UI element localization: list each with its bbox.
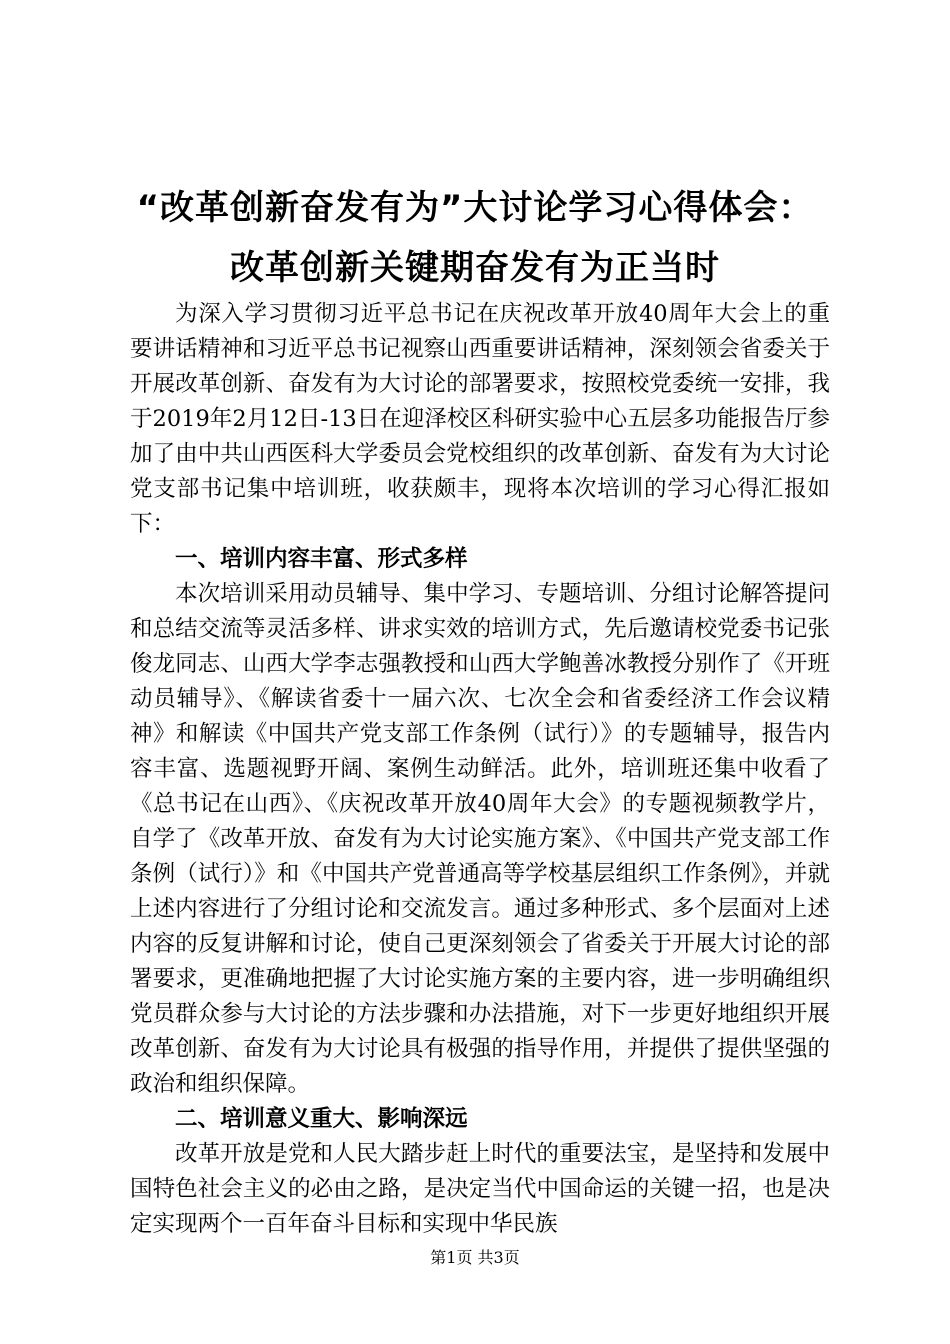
section-2-heading: 二、培训意义重大、影响深远 [175,1106,468,1132]
page-number-footer: 第1页 共3页 [430,1248,520,1267]
intro-paragraph: 为深入学习贯彻习近平总书记在庆祝改革开放40周年大会上的重要讲话精神和习近平总书记视察山西重要讲话精神，深刻领会省委关于开展改革创新、奋发有为大讨论的部署要求，按照校党委统一安排，我于2019年2月12日-13日在迎泽校区科研实验中心五层多功能报告厅参加了由中共山西医科大学委员会党校组织的改革创新、奋发有为大讨论党支部书记集中培训班，收获颇丰，现将本次培训的学习心得汇报如下： [130,301,830,537]
document-title-line-1: “改革创新奋发有为”大讨论学习心得体会： [136,188,814,228]
section-1-heading: 一、培训内容丰富、形式多样 [175,546,468,572]
section-1-paragraph: 本次培训采用动员辅导、集中学习、专题培训、分组讨论解答提问和总结交流等灵活多样、讲求实效的培训方式，先后邀请校党委书记张俊龙同志、山西大学李志强教授和山西大学鲍善冰教授分别作了《开班动员辅导》、《解读省委十一届六次、七次全会和省委经济工作会议精神》和解读《中国共产党支部工作条例（试行）》的专题辅导，报告内容丰富、选题视野开阔、案例生动鲜活。此外，培训班还集中收看了《总书记在山西》、《庆祝改革开放40周年大会》的专题视频教学片，自学了《改革开放、奋发有为大讨论实施方案》、《中国共产党支部工作条例（试行）》和《中国共产党普通高等学校基层组织工作条例》，并就上述内容进行了分组讨论和交流发言。通过多种形式、多个层面对上述内容的反复讲解和讨论，使自己更深刻领会了省委关于开展大讨论的部署要求，更准确地把握了大讨论实施方案的主要内容，进一步明确组织党员群众参与大讨论的方法步骤和办法措施，对下一步更好地组织开展改革创新、奋发有为大讨论具有极强的指导作用，并提供了提供坚强的政治和组织保障。 [130,581,830,1097]
document-body [130,297,830,1242]
section-2-paragraph: 改革开放是党和人民大踏步赶上时代的重要法宝，是坚持和发展中国特色社会主义的必由之路，是决定当代中国命运的关键一招，也是决定实现两个一百年奋斗目标和实现中华民族 [130,1141,830,1237]
document-title-line-2: 改革创新关键期奋发有为正当时 [230,248,720,288]
